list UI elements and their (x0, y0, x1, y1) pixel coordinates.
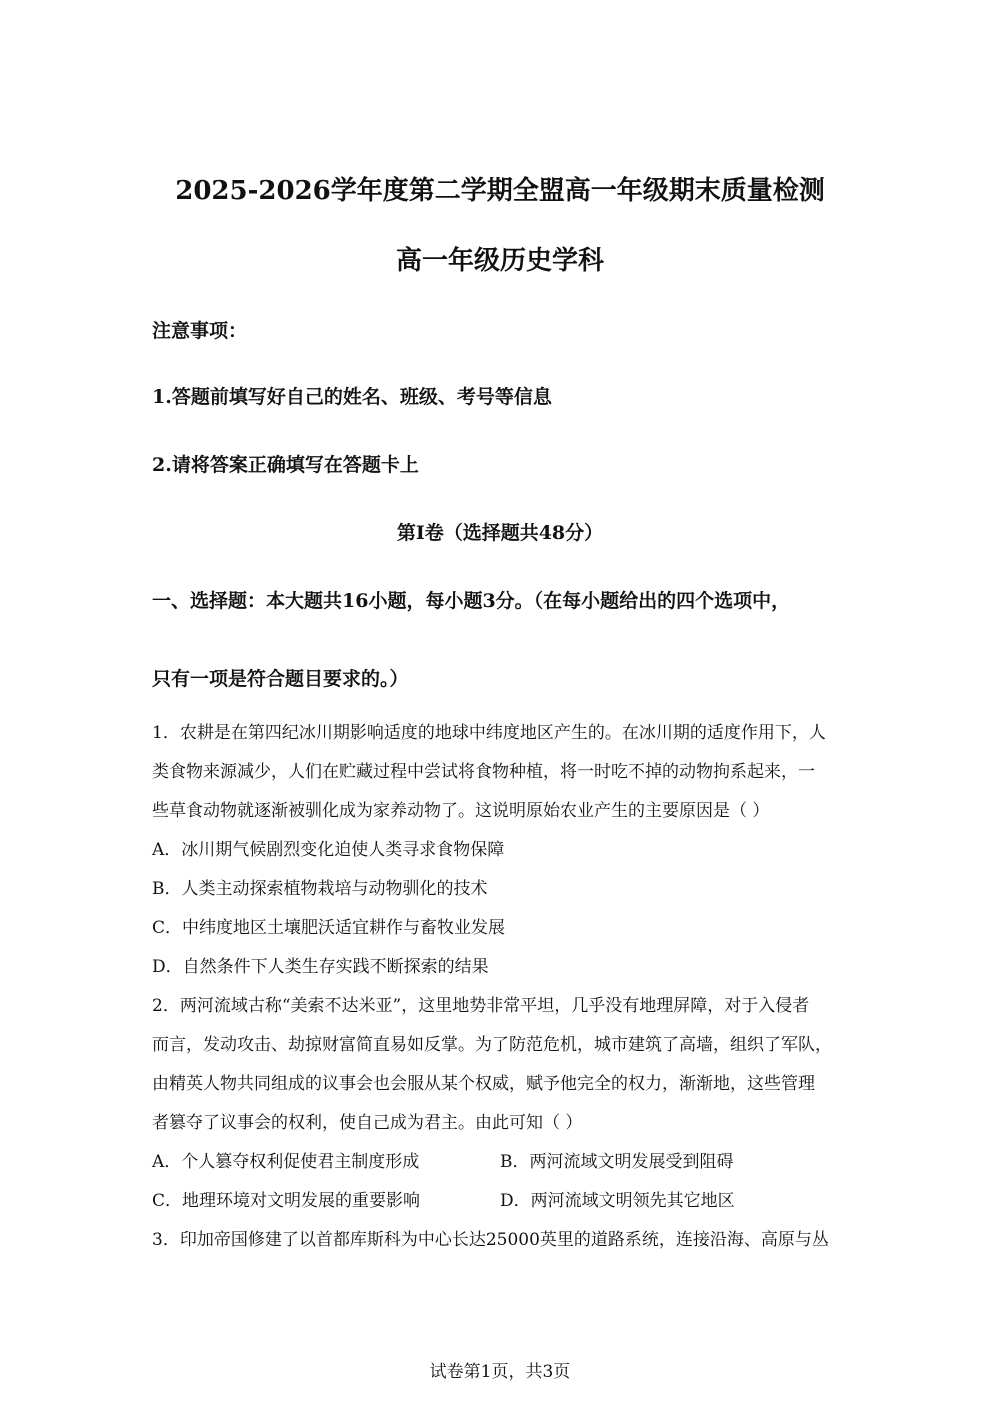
notice-item-1: 1.答题前填写好自己的姓名、班级、考号等信息 (152, 386, 552, 408)
question-1-line-2: 类食物来源减少，人们在贮藏过程中尝试将食物种植，将一时吃不掉的动物拘系起来，一 (152, 762, 815, 782)
question-1-option-b: B．人类主动探索植物栽培与动物驯化的技术 (152, 879, 488, 899)
question-3-line-1: 3．印加帝国修建了以首都库斯科为中心长达25000英里的道路系统，连接沿海、高原与丛 (152, 1230, 829, 1250)
notice-item-2: 2.请将答案正确填写在答题卡上 (152, 454, 419, 476)
question-1-line-3: 些草食动物就逐渐被驯化成为家养动物了。这说明原始农业产生的主要原因是（ ） (152, 801, 770, 821)
question-1-line-1: 1．农耕是在第四纪冰川期影响适度的地球中纬度地区产生的。在冰川期的适度作用下，人 (152, 723, 826, 743)
exam-subtitle: 高一年级历史学科 (395, 246, 604, 276)
question-2-line-4: 者篡夺了议事会的权利，使自己成为君主。由此可知（ ） (152, 1113, 583, 1133)
question-2-option-b: B．两河流域文明发展受到阻碍 (500, 1152, 734, 1172)
question-2-line-2: 而言，发动攻击、劫掠财富简直易如反掌。为了防范危机，城市建筑了高墙，组织了军队， (152, 1035, 832, 1055)
question-2-line-1: 2．两河流域古称“美索不达米亚”，这里地势非常平坦，几乎没有地理屏障，对于入侵者 (152, 996, 810, 1016)
part-instruction-line-1: 一、选择题：本大题共16小题，每小题3分。（在每小题给出的四个选项中， (152, 590, 791, 612)
page-footer: 试卷第1页，共3页 (429, 1362, 571, 1382)
part-instruction-line-2: 只有一项是符合题目要求的。） (152, 668, 409, 690)
question-1-option-a: A．冰川期气候剧烈变化迫使人类寻求食物保障 (152, 840, 505, 860)
question-2-option-c: C．地理环境对文明发展的重要影响 (152, 1191, 421, 1211)
question-2-option-a: A．个人篡夺权利促使君主制度形成 (152, 1152, 420, 1172)
question-1-option-d: D．自然条件下人类生存实践不断探索的结果 (152, 957, 489, 977)
notice-heading: 注意事项： (152, 320, 248, 342)
question-1-option-c: C．中纬度地区土壤肥沃适宜耕作与畜牧业发展 (152, 918, 506, 938)
volume-title: 第Ⅰ卷（选择题共48分） (396, 522, 604, 544)
question-2-line-3: 由精英人物共同组成的议事会也会服从某个权威，赋予他完全的权力，渐渐地，这些管理 (152, 1074, 815, 1094)
question-2-option-d: D．两河流域文明领先其它地区 (500, 1191, 735, 1211)
exam-title: 2025-2026学年度第二学期全盟高一年级期末质量检测 (175, 176, 825, 206)
